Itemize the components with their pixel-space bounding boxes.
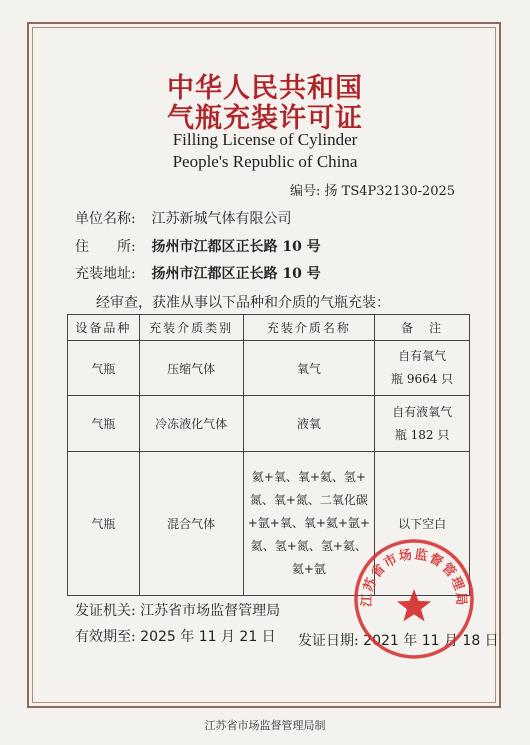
cell-equipment-type: 气瓶 — [68, 341, 140, 396]
title-english-line2: People's Republic of China — [172, 152, 358, 171]
cell-medium-category: 冷冻液化气体 — [139, 396, 243, 452]
filling-address-row — [75, 263, 321, 283]
header-medium-category: 充装介质类别 — [139, 315, 243, 341]
table-header-row — [68, 315, 470, 341]
table-row — [68, 341, 470, 396]
address-row — [75, 236, 321, 256]
filling-address-label: 充装地址: — [75, 266, 136, 282]
title-english-line1: Filling License of Cylinder — [172, 130, 358, 149]
issuing-authority: 发证机关: 江苏省市场监督管理局 — [75, 603, 281, 619]
expiry-label: 有效期至: — [75, 629, 136, 645]
medium-line: +氩+氧、氧+氦+氩+ — [247, 516, 370, 530]
cell-medium-category: 压缩气体 — [139, 341, 243, 396]
cell-equipment-type: 气瓶 — [68, 396, 140, 452]
cell-equipment-type: 气瓶 — [68, 452, 140, 596]
issue-date-value: 2021 年 11 月 18 日 — [363, 633, 499, 649]
remarks-line: 自有液氧气 — [392, 404, 453, 419]
cell-medium-name: 液氧 — [243, 396, 375, 452]
unit-name-row — [75, 208, 291, 228]
seal-text: 江苏省市场监督管理局 — [359, 547, 469, 608]
header-remarks: 备 注 — [375, 315, 470, 341]
header-medium-name: 充装介质名称 — [243, 315, 375, 341]
address-value: 扬州市江都区正长路 10 号 — [151, 239, 321, 255]
medium-line: 氦+氩 — [291, 562, 326, 576]
unit-name-label: 单位名称: — [75, 211, 136, 227]
address-label: 住 所: — [75, 239, 136, 255]
expiry-value: 2025 年 11 月 21 日 — [140, 629, 276, 645]
medium-line: 氮、氧+氮、二氧化碳 — [249, 493, 368, 507]
header-equipment-type: 设备品种 — [68, 315, 140, 341]
medium-line: 氦、氢+氮、氢+氦、 — [250, 539, 367, 553]
remarks-line: 自有氧气 — [398, 349, 447, 363]
official-seal-icon — [352, 537, 476, 661]
cell-medium-name: 氧气 — [243, 341, 375, 396]
remarks-line: 瓶 9664 只 — [391, 372, 454, 386]
title-chinese-line2: 气瓶充装许可证 — [167, 103, 363, 134]
filling-address-value: 扬州市江都区正长路 10 号 — [151, 266, 321, 282]
table-row — [68, 396, 470, 452]
unit-name-value: 江苏新城气体有限公司 — [151, 211, 292, 227]
title-chinese-line1: 中华人民共和国 — [167, 73, 363, 104]
cell-remarks — [375, 341, 470, 396]
cell-medium-category: 混合气体 — [139, 452, 243, 596]
seal-star-icon — [397, 589, 431, 621]
cell-remarks — [375, 396, 470, 452]
serial-number: 编号: 扬 TS4P32130-2025 — [290, 184, 456, 199]
cell-remarks: 以下空白 — [375, 452, 470, 596]
footer-issuer: 江苏省市场监督管理局制 — [204, 719, 326, 732]
approval-statement: 经审查，获准从事以下品种和介质的气瓶充装： — [96, 295, 390, 311]
issue-date-label: 发证日期: — [298, 633, 359, 649]
remarks-line: 瓶 182 只 — [394, 427, 450, 442]
medium-line: 氦+氧、氧+氦、氢+ — [251, 470, 366, 484]
expiry-date-row — [75, 626, 276, 646]
